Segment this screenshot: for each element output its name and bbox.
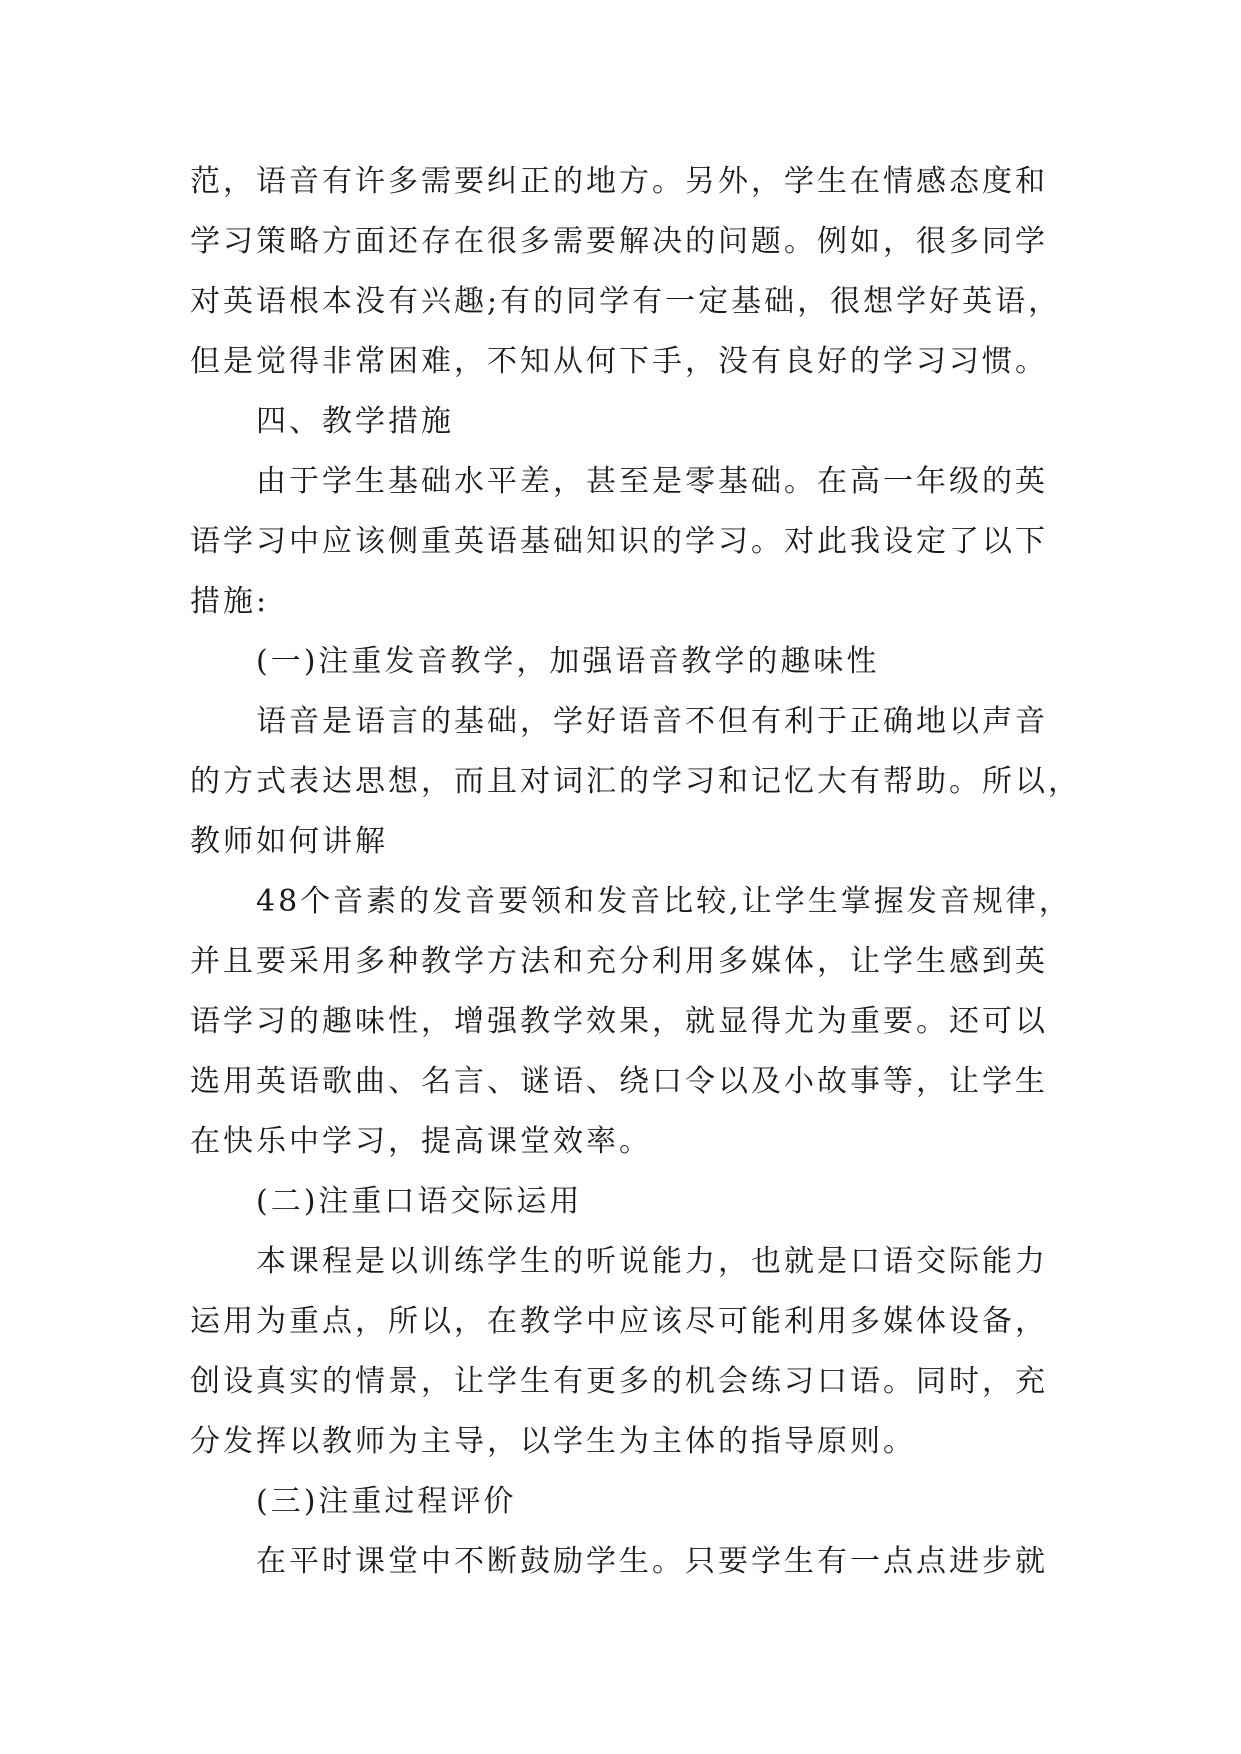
text-line: 语学习的趣味性，增强教学效果，就显得尤为重要。还可以 xyxy=(190,1004,1048,1039)
text-line: 创设真实的情景，让学生有更多的机会练习口语。同时，充 xyxy=(190,1364,1048,1399)
text-line: 教师如何讲解 xyxy=(190,824,388,859)
subsection-heading: (一)注重发音教学，加强语音教学的趣味性 xyxy=(256,644,880,679)
text-line: 分发挥以教师为主导，以学生为主体的指导原则。 xyxy=(190,1424,916,1459)
text-line: 在快乐中学习，提高课堂效率。 xyxy=(190,1124,652,1159)
section-heading: 四、教学措施 xyxy=(256,404,454,439)
text-line: 运用为重点，所以，在教学中应该尽可能利用多媒体设备， xyxy=(190,1304,1048,1339)
text-line: 并且要采用多种教学方法和充分利用多媒体，让学生感到英 xyxy=(190,944,1048,979)
text-line: 学习策略方面还存在很多需要解决的问题。例如，很多同学 xyxy=(190,224,1048,259)
text-line: 对英语根本没有兴趣;有的同学有一定基础，很想学好英语， xyxy=(190,284,1062,319)
subsection-heading: (二)注重口语交际运用 xyxy=(256,1184,583,1219)
text-line: 语音是语言的基础，学好语音不但有利于正确地以声音 xyxy=(256,704,1048,739)
text-line: 措施: xyxy=(190,584,270,619)
text-line: 的方式表达思想，而且对词汇的学习和记忆大有帮助。所以， xyxy=(190,764,1081,799)
text-line: 范，语音有许多需要纠正的地方。另外，学生在情感态度和 xyxy=(190,164,1048,199)
text-line: 但是觉得非常困难，不知从何下手，没有良好的学习习惯。 xyxy=(190,344,1048,379)
text-line: 在平时课堂中不断鼓励学生。只要学生有一点点进步就 xyxy=(256,1544,1048,1579)
text-line: 语学习中应该侧重英语基础知识的学习。对此我设定了以下 xyxy=(190,524,1048,559)
subsection-heading: (三)注重过程评价 xyxy=(256,1484,517,1519)
text-line: 48个音素的发音要领和发音比较,让学生掌握发音规律， xyxy=(256,884,1072,919)
text-line: 选用英语歌曲、名言、谜语、绕口令以及小故事等，让学生 xyxy=(190,1064,1048,1099)
text-line: 本课程是以训练学生的听说能力，也就是口语交际能力 xyxy=(256,1244,1048,1279)
body-text xyxy=(190,152,1081,1592)
text-line: 由于学生基础水平差，甚至是零基础。在高一年级的英 xyxy=(256,464,1048,499)
